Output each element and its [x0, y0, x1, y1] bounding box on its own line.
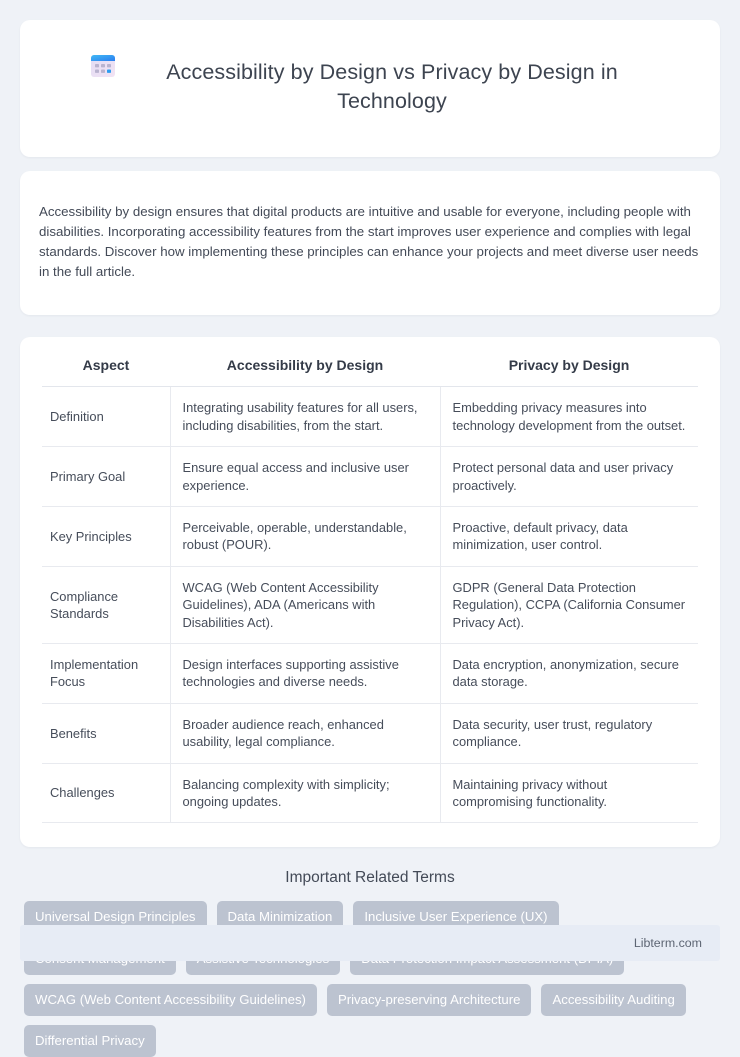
cell-accessibility: Balancing complexity with simplicity; ongoing updates.	[170, 763, 440, 823]
term-tag[interactable]: Universal Design Principles	[24, 901, 207, 933]
cell-privacy: Data security, user trust, regulatory compliance.	[440, 703, 698, 763]
cell-accessibility: Broader audience reach, enhanced usability, legal compliance.	[170, 703, 440, 763]
column-header-aspect: Aspect	[42, 357, 170, 387]
term-tag[interactable]: WCAG (Web Content Accessibility Guidelines)	[24, 984, 317, 1016]
calendar-table-icon	[88, 51, 118, 81]
description-card	[20, 171, 720, 316]
footer-brand[interactable]: Libterm.com	[633, 936, 702, 950]
term-tag[interactable]: Accessibility Auditing	[541, 984, 685, 1016]
title-card	[20, 20, 720, 157]
cell-privacy: Data encryption, anonymization, secure data storage.	[440, 644, 698, 704]
table-row	[42, 763, 698, 823]
table-row	[42, 703, 698, 763]
cell-aspect: Compliance Standards	[42, 566, 170, 643]
cell-accessibility: Integrating usability features for all users, including disabilities, from the start.	[170, 387, 440, 447]
cell-aspect: Primary Goal	[42, 447, 170, 507]
comparison-table-card	[20, 337, 720, 847]
comparison-table	[42, 357, 698, 823]
column-header-accessibility: Accessibility by Design	[170, 357, 440, 387]
table-row	[42, 566, 698, 643]
column-header-privacy: Privacy by Design	[440, 357, 698, 387]
title-row	[50, 44, 690, 131]
table-head	[42, 357, 698, 387]
table-row	[42, 447, 698, 507]
cell-privacy: GDPR (General Data Protection Regulation), CCPA (California Consumer Privacy Act).	[440, 566, 698, 643]
cell-privacy: Maintaining privacy without compromising functionality.	[440, 763, 698, 823]
related-terms-heading: Important Related Terms	[285, 869, 455, 887]
cell-accessibility: WCAG (Web Content Accessibility Guidelines), ADA (Americans with Disabilities Act).	[170, 566, 440, 643]
cell-aspect: Definition	[42, 387, 170, 447]
page-title: Accessibility by Design vs Privacy by Design in Technology	[166, 60, 618, 114]
table-body	[42, 387, 698, 823]
cell-aspect: Benefits	[42, 703, 170, 763]
table-row	[42, 387, 698, 447]
footer-bar	[20, 925, 720, 961]
table-row	[42, 644, 698, 704]
cell-accessibility: Ensure equal access and inclusive user experience.	[170, 447, 440, 507]
table-row	[42, 507, 698, 567]
cell-accessibility: Perceivable, operable, understandable, robust (POUR).	[170, 507, 440, 567]
cell-privacy: Proactive, default privacy, data minimization, user control.	[440, 507, 698, 567]
cell-aspect: Key Principles	[42, 507, 170, 567]
description-text: Accessibility by design ensures that digital products are intuitive and usable for everyone, including people with disabilities. Incorporating accessibility features from the start improves user experience and complies with legal standards. Discover how implementing these principles can enhance your projects and meet diverse user needs in the full article.	[39, 204, 699, 280]
term-tag[interactable]: Privacy-preserving Architecture	[327, 984, 532, 1016]
cell-aspect: Challenges	[42, 763, 170, 823]
cell-aspect: Implementation Focus	[42, 644, 170, 704]
term-tag[interactable]: Data Minimization	[217, 901, 344, 933]
table-header-row	[42, 357, 698, 387]
term-tag[interactable]: Differential Privacy	[24, 1025, 156, 1057]
cell-privacy: Embedding privacy measures into technology development from the outset.	[440, 387, 698, 447]
term-tag[interactable]: Inclusive User Experience (UX)	[353, 901, 558, 933]
cell-accessibility: Design interfaces supporting assistive technologies and diverse needs.	[170, 644, 440, 704]
cell-privacy: Protect personal data and user privacy proactively.	[440, 447, 698, 507]
